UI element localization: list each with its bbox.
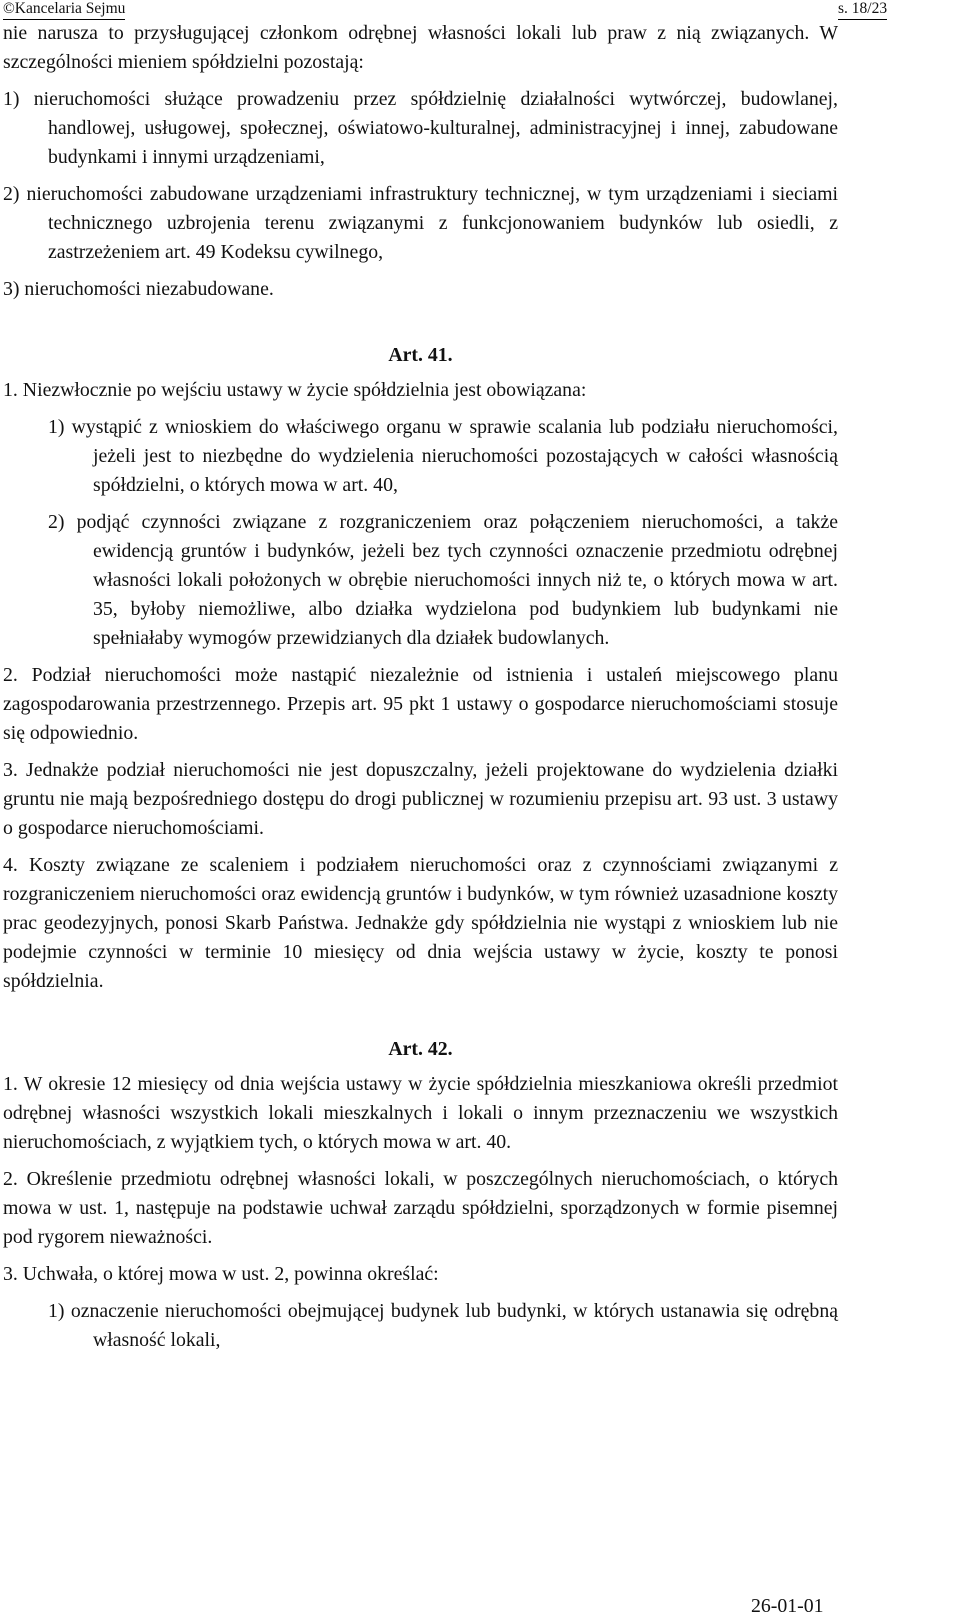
continuation-paragraph: nie narusza to przysługującej członkom odrębnej własności lokali lub praw z nią związanych. W szczególności mieniem spółdzielni pozostają: bbox=[3, 22, 838, 73]
page-header bbox=[3, 0, 960, 20]
list-item: 1) nieruchomości służące prowadzeniu przez spółdzielnię działalności wytwórczej, budowlanej, handlowej, usługowej, społecznej, oświatowo-kulturalnej, administracyjnej i innej, zabudowane budynkami i innymi urządzeniami, bbox=[3, 88, 838, 168]
page-number: s. 18/23 bbox=[838, 0, 887, 20]
list-item: 1) oznaczenie nieruchomości obejmującej budynek lub budynki, w których ustanawia się odrębną własność lokali, bbox=[48, 1300, 838, 1351]
paragraph: 3. Uchwała, o której mowa w ust. 2, powinna określać: bbox=[3, 1263, 439, 1285]
paragraph: 2. Podział nieruchomości może nastąpić niezależnie od istnienia i ustaleń miejscowego planu zagospodarowania przestrzennego. Przepis art. 95 pkt 1 ustawy o gospodarce nieruchomościami stosuje się odpowiednio. bbox=[3, 664, 838, 744]
article-41-heading: Art. 41. bbox=[388, 344, 453, 366]
article-42-heading: Art. 42. bbox=[388, 1038, 453, 1060]
paragraph: 1. Niezwłocznie po wejściu ustawy w życie spółdzielnia jest obowiązana: bbox=[3, 379, 587, 401]
list-item: 3) nieruchomości niezabudowane. bbox=[3, 278, 274, 300]
list-item: 2) nieruchomości zabudowane urządzeniami infrastruktury technicznej, w tym urządzeniami i sieciami technicznego uzbrojenia terenu związanymi z funkcjonowaniem budynków lub osiedli, z zastrzeżeniem art. 49 Kodeksu cywilnego, bbox=[3, 183, 838, 263]
publisher-label: ©Kancelaria Sejmu bbox=[3, 0, 125, 20]
document-date: 26-01-01 bbox=[751, 1595, 824, 1617]
paragraph: 3. Jednakże podział nieruchomości nie jest dopuszczalny, jeżeli projektowane do wydzielenia działki gruntu nie mają bezpośredniego dostępu do drogi publicznej w rozumieniu przepisu art. 93 ust. 3 ustawy o gospodarce nieruchomościami. bbox=[3, 759, 838, 839]
paragraph: 4. Koszty związane ze scaleniem i podziałem nieruchomości oraz z czynnościami związanymi z rozgraniczeniem nieruchomości oraz ewidencją gruntów i budynków, w tym również uzasadnione koszty prac geodezyjnych, ponosi Skarb Państwa. Jednakże gdy spółdzielnia nie wystąpi z wnioskiem lub nie podejmie czynności w terminie 10 miesięcy od dnia wejścia ustawy w życie, koszty te ponosi spółdzielnia. bbox=[3, 854, 838, 992]
paragraph: 2. Określenie przedmiotu odrębnej własności lokali, w poszczególnych nieruchomościach, o których mowa w ust. 1, następuje na podstawie uchwał zarządu spółdzielni, sporządzonych w formie pisemnej pod rygorem nieważności. bbox=[3, 1168, 838, 1248]
list-item: 1) wystąpić z wnioskiem do właściwego organu w sprawie scalania lub podziału nieruchomości, jeżeli jest to niezbędne do wydzielenia nieruchomości pozostających w całości własnością spółdzielni, o których mowa w art. 40, bbox=[48, 416, 838, 496]
list-item: 2) podjąć czynności związane z rozgraniczeniem oraz połączeniem nieruchomości, a także ewidencją gruntów i budynków, jeżeli bez tych czynności oznaczenie przedmiotu odrębnej własności lokali położonych w obrębie nieruchomości innych niż te, o których mowa w art. 35, byłoby niemożliwe, albo działka wydzielona pod budynkiem lub budynkami nie spełniałaby wymogów przewidzianych dla działek budowlanych. bbox=[48, 511, 838, 649]
document-body bbox=[3, 19, 838, 1355]
paragraph: 1. W okresie 12 miesięcy od dnia wejścia ustawy w życie spółdzielnia mieszkaniowa określi przedmiot odrębnej własności wszystkich lokali mieszkalnych i lokali o innym przeznaczeniu we wszystkich nieruchomościach, z wyjątkiem tych, o których mowa w art. 40. bbox=[3, 1073, 838, 1153]
